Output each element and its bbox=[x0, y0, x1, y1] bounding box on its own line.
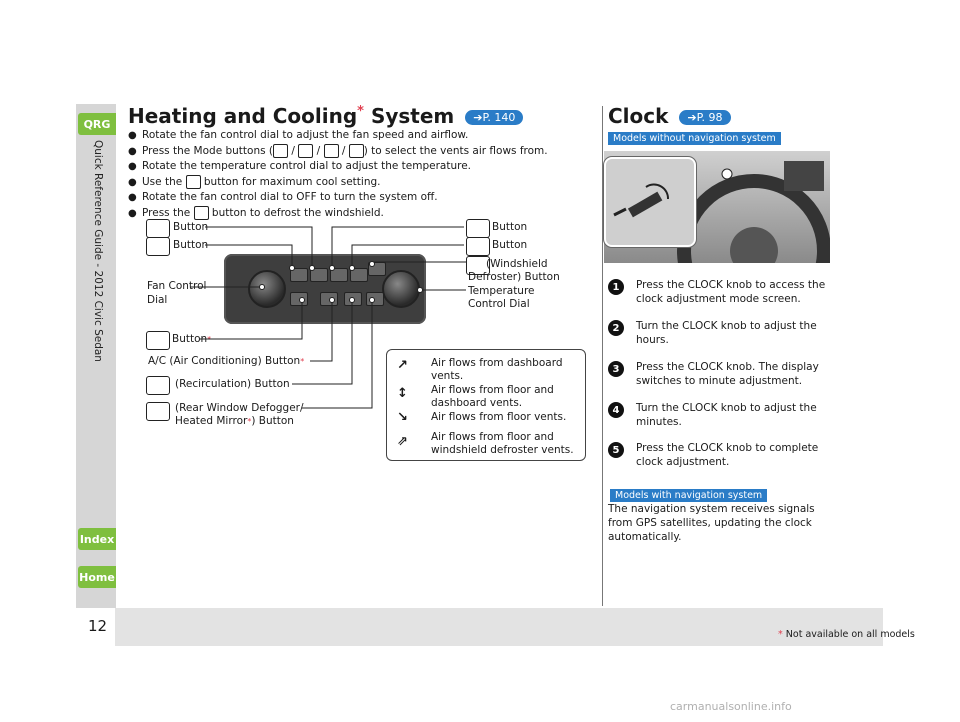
label-temp: Temperature bbox=[468, 285, 535, 297]
airflow-legend bbox=[386, 349, 586, 461]
bullet-text: Press the bbox=[142, 206, 191, 219]
list-item: ● Rotate the fan control dial to OFF to turn the system off. bbox=[128, 190, 598, 206]
climate-control-panel bbox=[224, 254, 426, 324]
mode-floor-icon bbox=[324, 144, 339, 158]
badge-without-nav: Models without navigation system bbox=[608, 132, 781, 145]
bullet-text: ) to select the vents air flows from. bbox=[363, 144, 548, 157]
bullet-text: Use the bbox=[142, 175, 183, 188]
front-defrost-button[interactable] bbox=[368, 262, 386, 276]
label-max-ac-text: Button bbox=[172, 333, 208, 345]
step-text: Turn the CLOCK knob to adjust the hours. bbox=[636, 320, 817, 346]
label-rear-1: (Rear Window Defogger/ bbox=[175, 402, 304, 414]
ac-button[interactable] bbox=[320, 292, 338, 306]
mode-floor-defrost-icon bbox=[466, 237, 490, 256]
sep: / bbox=[291, 144, 295, 157]
label-fan: Fan Control bbox=[147, 280, 207, 292]
list-item: ● Rotate the temperature control dial to adjust the temperature. bbox=[128, 159, 598, 175]
label-rear-2 bbox=[175, 415, 294, 428]
bullet-text: button to defrost the windshield. bbox=[211, 206, 384, 219]
clock-knob-inset bbox=[604, 157, 696, 247]
mode-dash-icon bbox=[273, 144, 288, 158]
mode-dash-icon bbox=[146, 237, 170, 256]
label-floor-dash-button: Button bbox=[492, 221, 528, 233]
list-item bbox=[128, 206, 598, 222]
mode-floor-dash-icon bbox=[466, 219, 490, 238]
bullet-text: Press the Mode buttons ( bbox=[142, 144, 274, 157]
step-text: Press the CLOCK knob to access the clock adjustment mode screen. bbox=[636, 279, 826, 305]
step-text: Turn the CLOCK knob to adjust the minutes. bbox=[636, 402, 817, 428]
tab-home[interactable]: Home bbox=[78, 566, 116, 588]
label-rear-3: ) Button bbox=[251, 415, 294, 427]
clock-page-ref[interactable]: ➔P. 98 bbox=[679, 110, 730, 125]
column-divider bbox=[602, 106, 603, 606]
heating-title-star: * bbox=[357, 104, 364, 119]
clock-knob-icon bbox=[606, 159, 694, 245]
tab-qrg[interactable]: QRG bbox=[78, 113, 116, 135]
nav-text: The navigation system receives signals from GPS satellites, updating the clock automatically. bbox=[608, 503, 815, 543]
label-temp-2: Control Dial bbox=[468, 298, 530, 310]
footnote bbox=[778, 629, 915, 640]
label-floor-defrost-button: Button bbox=[492, 239, 528, 251]
heating-title-suffix: System bbox=[370, 104, 455, 128]
legend-floor-dash: Air flows from floor and dashboard vents. bbox=[431, 384, 554, 409]
clock-ref-text: P. 98 bbox=[696, 111, 723, 124]
label-fan-2: Dial bbox=[147, 294, 168, 306]
mode-button-1[interactable] bbox=[290, 268, 308, 282]
label-ac bbox=[148, 355, 304, 368]
step-number: 2 bbox=[608, 320, 624, 336]
max-ac-icon bbox=[146, 331, 170, 350]
heating-bullets bbox=[128, 128, 598, 221]
heating-title-text: Heating and Cooling bbox=[128, 104, 358, 128]
heating-page-ref[interactable]: ➔P. 140 bbox=[465, 110, 523, 125]
mode-button-2[interactable] bbox=[310, 268, 328, 282]
rear-defogger-button[interactable] bbox=[366, 292, 384, 306]
sep: / bbox=[341, 144, 346, 157]
legend-dash: Air flows from dashboard vents. bbox=[431, 357, 563, 382]
airflow-floor-icon: ↘ bbox=[397, 410, 408, 425]
watermark: carmanualsonline.info bbox=[670, 700, 792, 713]
list-item: ● Rotate the fan control dial to adjust the fan speed and airflow. bbox=[128, 128, 598, 144]
mode-button-3[interactable] bbox=[330, 268, 348, 282]
footnote-text: Not available on all models bbox=[785, 629, 915, 640]
temperature-control-dial[interactable] bbox=[382, 270, 420, 308]
mode-button-4[interactable] bbox=[350, 268, 368, 282]
label-ac-text: A/C (Air Conditioning) Button bbox=[148, 355, 301, 367]
label-dash-button-2: Button bbox=[173, 239, 209, 251]
list-item bbox=[128, 144, 598, 160]
max-ac-icon bbox=[186, 175, 201, 189]
badge-with-nav: Models with navigation system bbox=[610, 489, 767, 502]
recirculation-button[interactable] bbox=[344, 292, 362, 306]
step-number: 4 bbox=[608, 402, 624, 418]
clock-title-text: Clock bbox=[608, 104, 669, 128]
legend-floor-defrost: Air flows from floor and windshield defroster vents. bbox=[431, 431, 574, 456]
front-defrost-icon bbox=[194, 206, 209, 220]
label-recirc: (Recirculation) Button bbox=[175, 378, 290, 390]
airflow-dash-icon: ↗ bbox=[397, 358, 408, 373]
heating-ref-text: P. 140 bbox=[482, 111, 516, 124]
label-max-ac bbox=[172, 333, 211, 346]
sep: / bbox=[316, 144, 321, 157]
label-rear-2-text: Heated Mirror bbox=[175, 415, 248, 427]
heating-title bbox=[128, 104, 523, 128]
page-number: 12 bbox=[88, 617, 108, 635]
tab-index[interactable]: Index bbox=[78, 528, 116, 550]
step-number: 5 bbox=[608, 442, 624, 458]
footnote-star: * bbox=[778, 629, 783, 640]
mode-floor-dash-icon bbox=[298, 144, 313, 158]
clock-title bbox=[608, 104, 731, 128]
fan-control-dial[interactable] bbox=[248, 270, 286, 308]
step-number: 3 bbox=[608, 361, 624, 377]
vertical-title bbox=[92, 140, 104, 360]
list-item bbox=[128, 175, 598, 191]
bullet-text: button for maximum cool setting. bbox=[203, 175, 381, 188]
star: * bbox=[207, 335, 212, 344]
mode-dash-icon bbox=[146, 219, 170, 238]
rear-defogger-icon bbox=[146, 402, 170, 421]
label-windshield: (Windshield bbox=[486, 258, 548, 270]
label-windshield-2: Defroster) Button bbox=[468, 271, 560, 283]
label-dash-button: Button bbox=[173, 221, 209, 233]
legend-floor: Air flows from floor vents. bbox=[431, 411, 567, 423]
vertical-title-text: Quick Reference Guide - 2012 Civic Sedan bbox=[92, 140, 104, 362]
step-number: 1 bbox=[608, 279, 624, 295]
mode-floor-defrost-icon bbox=[349, 144, 364, 158]
airflow-floor-dash-icon: ↕ bbox=[397, 386, 408, 401]
footer-band bbox=[115, 608, 883, 646]
step-text: Press the CLOCK knob to complete clock adjustment. bbox=[636, 442, 819, 468]
recirculation-icon bbox=[146, 376, 170, 395]
star: * bbox=[247, 417, 252, 426]
max-ac-button[interactable] bbox=[290, 292, 308, 306]
step-text: Press the CLOCK knob. The display switches to minute adjustment. bbox=[636, 361, 819, 387]
airflow-floor-defrost-icon: ⇗ bbox=[397, 434, 408, 449]
star: * bbox=[300, 357, 305, 366]
